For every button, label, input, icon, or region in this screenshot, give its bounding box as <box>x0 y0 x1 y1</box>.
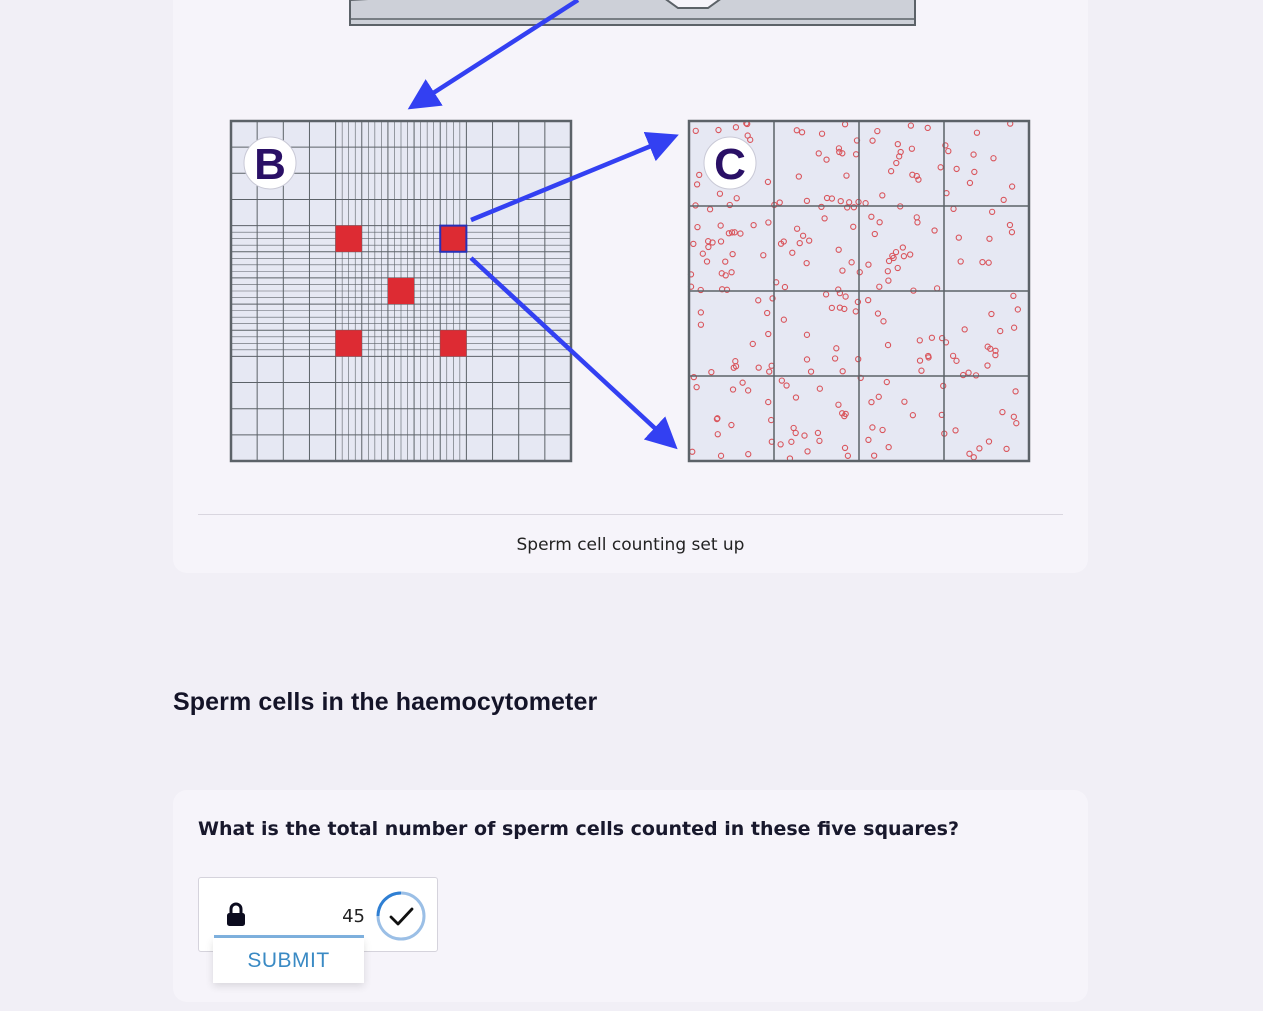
label-c: C <box>714 140 746 189</box>
caption-divider <box>198 514 1063 515</box>
count-square <box>440 330 466 356</box>
label-b-badge <box>244 137 296 189</box>
figure-caption: Sperm cell counting set up <box>516 535 745 555</box>
section-heading: Sperm cells in the haemocytometer <box>173 688 598 716</box>
question-text: What is the total number of sperm cells counted in these five squares? <box>198 818 959 840</box>
lock-icon <box>226 902 246 928</box>
count-square <box>440 226 466 252</box>
question-card <box>173 790 1088 1002</box>
count-square <box>388 278 414 304</box>
label-c-badge <box>704 137 756 189</box>
figure-card <box>173 0 1088 573</box>
answer-input[interactable]: 45 <box>342 906 365 927</box>
count-square <box>336 226 362 252</box>
submit-button[interactable]: SUBMIT <box>213 938 364 983</box>
count-square <box>336 330 362 356</box>
slide-illustration <box>350 0 915 25</box>
label-b: B <box>254 140 286 189</box>
haemocytometer-diagram <box>173 0 1088 573</box>
check-circle-icon <box>375 890 427 942</box>
